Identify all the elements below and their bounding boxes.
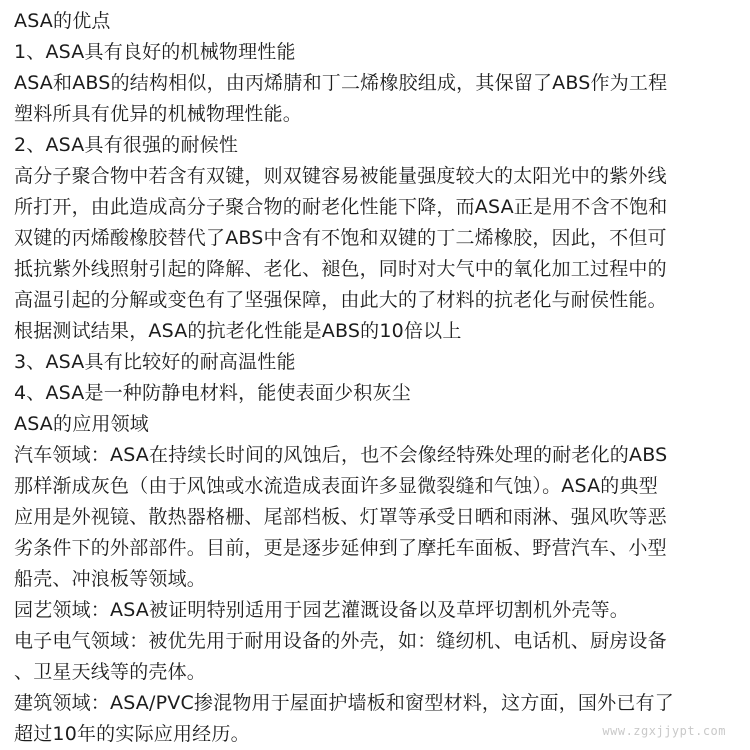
paragraph-line: 电子电气领域：被优先用于耐用设备的外壳，如：缝纫机、电话机、厨房设备 xyxy=(14,630,667,652)
paragraph-line: 建筑领域：ASA/PVC掺混物用于屋面护墙板和窗型材料，这方面，国外已有了 xyxy=(14,692,674,714)
paragraph-line: 劣条件下的外部部件。目前，更是逐步延伸到了摩托车面板、野营汽车、小型 xyxy=(14,537,667,559)
subheading-heat-resistance: 3、ASA具有比较好的耐高温性能 xyxy=(14,351,296,373)
heading-asa-advantages: ASA的优点 xyxy=(14,10,111,32)
paragraph-line: 塑料所具有优异的机械物理性能。 xyxy=(14,103,303,125)
paragraph-line: ASA和ABS的结构相似，由丙烯腈和丁二烯橡胶组成，其保留了ABS作为工程 xyxy=(14,72,668,94)
subheading-weather-resistance: 2、ASA具有很强的耐候性 xyxy=(14,134,239,156)
paragraph-line: 超过10年的实际应用经历。 xyxy=(14,723,250,745)
paragraph-line: 应用是外视镜、散热器格栅、尾部档板、灯罩等承受日晒和雨淋、强风吹等恶 xyxy=(14,506,667,528)
paragraph-line: 高分子聚合物中若含有双键，则双键容易被能量强度较大的太阳光中的紫外线 xyxy=(14,165,667,187)
paragraph-line: 园艺领域：ASA被证明特别适用于园艺灌溉设备以及草坪切割机外壳等。 xyxy=(14,599,630,621)
heading-asa-applications: ASA的应用领域 xyxy=(14,413,150,435)
subheading-mechanical-properties: 1、ASA具有良好的机械物理性能 xyxy=(14,41,296,63)
paragraph-line: 那样渐成灰色（由于风蚀或水流造成表面许多显微裂缝和气蚀）。ASA的典型 xyxy=(14,475,658,497)
paragraph-line: 根据测试结果，ASA的抗老化性能是ABS的10倍以上 xyxy=(14,320,462,342)
subheading-antistatic: 4、ASA是一种防静电材料，能使表面少积灰尘 xyxy=(14,382,411,404)
paragraph-line: 汽车领域：ASA在持续长时间的风蚀后，也不会像经特殊处理的耐老化的ABS xyxy=(14,444,668,466)
paragraph-line: 、卫星天线等的壳体。 xyxy=(14,661,207,683)
paragraph-line: 双键的丙烯酸橡胶替代了ABS中含有不饱和双键的丁二烯橡胶，因此，不但可 xyxy=(14,227,667,249)
paragraph-line: 抵抗紫外线照射引起的降解、老化、褪色，同时对大气中的氧化加工过程中的 xyxy=(14,258,667,280)
paragraph-line: 高温引起的分解或变色有了坚强保障，由此大的了材料的抗老化与耐侯性能。 xyxy=(14,289,667,311)
paragraph-line: 所打开，由此造成高分子聚合物的耐老化性能下降，而ASA正是用不含不饱和 xyxy=(14,196,668,218)
document-body xyxy=(14,6,742,750)
watermark-text: www.zgxjjypt.com xyxy=(602,724,726,738)
paragraph-line: 船壳、冲浪板等领域。 xyxy=(14,568,207,590)
